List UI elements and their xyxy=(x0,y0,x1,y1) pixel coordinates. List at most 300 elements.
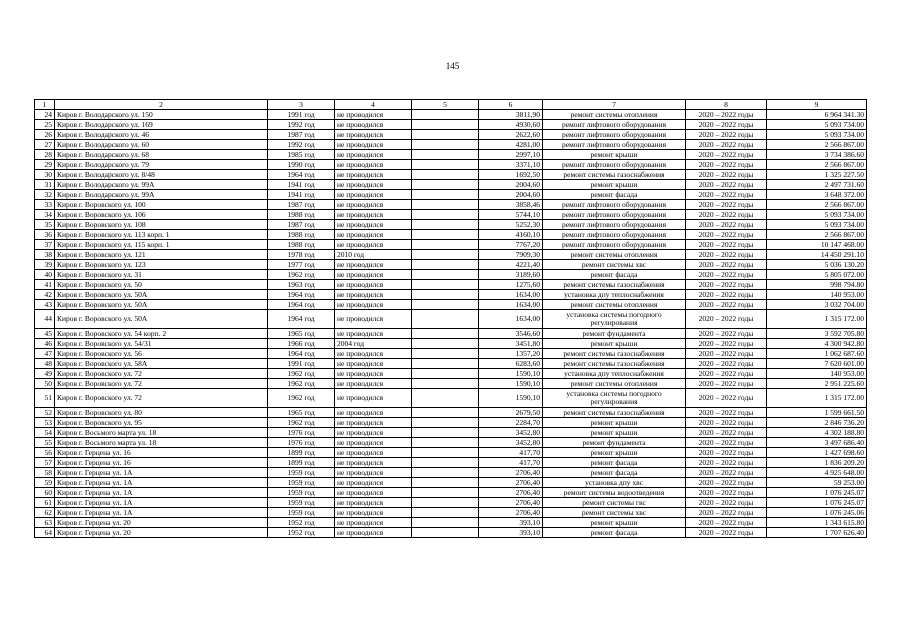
row-number-cell: 49 xyxy=(35,369,55,379)
row-number-cell: 51 xyxy=(35,389,55,408)
build-year-cell: 1988 год xyxy=(268,210,335,220)
empty-cell xyxy=(412,379,479,389)
table-row xyxy=(35,508,867,518)
area-cell: 2004,60 xyxy=(479,190,543,200)
build-year-cell: 1959 год xyxy=(268,488,335,498)
empty-cell xyxy=(412,120,479,130)
work-type-cell: ремонт системы хвс xyxy=(543,260,686,270)
table-row xyxy=(35,180,867,190)
work-type-cell: ремонт лифтового оборудования xyxy=(543,240,686,250)
row-number-cell: 39 xyxy=(35,260,55,270)
row-number-cell: 46 xyxy=(35,339,55,349)
work-type-cell: ремонт лифтового оборудования xyxy=(543,230,686,240)
last-repair-cell: не проводился xyxy=(335,220,412,230)
period-cell: 2020 – 2022 годы xyxy=(686,389,767,408)
area-cell: 2997,10 xyxy=(479,150,543,160)
cost-cell: 140 953.00 xyxy=(767,369,867,379)
address-cell: Киров г. Воровского ул. 95 xyxy=(55,418,268,428)
empty-cell xyxy=(412,290,479,300)
area-cell: 3811,90 xyxy=(479,110,543,120)
period-cell: 2020 – 2022 годы xyxy=(686,448,767,458)
last-repair-cell: не проводился xyxy=(335,418,412,428)
last-repair-cell: не проводился xyxy=(335,528,412,538)
last-repair-cell: не проводился xyxy=(335,130,412,140)
empty-cell xyxy=(412,170,479,180)
table-row xyxy=(35,290,867,300)
period-cell: 2020 – 2022 годы xyxy=(686,270,767,280)
table-row xyxy=(35,280,867,290)
address-cell: Киров г. Воровского ул. 108 xyxy=(55,220,268,230)
area-cell: 2706,40 xyxy=(479,478,543,488)
cost-cell: 5 093 734.00 xyxy=(767,220,867,230)
build-year-cell: 1988 год xyxy=(268,240,335,250)
address-cell: Киров г. Герцена ул. 20 xyxy=(55,518,268,528)
table-row xyxy=(35,408,867,418)
column-number: 7 xyxy=(543,100,686,110)
work-type-cell: установка дпу теплоснабжения xyxy=(543,290,686,300)
period-cell: 2020 – 2022 годы xyxy=(686,130,767,140)
last-repair-cell: не проводился xyxy=(335,408,412,418)
row-number-cell: 64 xyxy=(35,528,55,538)
area-cell: 1692,50 xyxy=(479,170,543,180)
empty-cell xyxy=(412,270,479,280)
work-type-cell: ремонт системы газоснабжения xyxy=(543,280,686,290)
build-year-cell: 1992 год xyxy=(268,120,335,130)
table-row xyxy=(35,518,867,528)
last-repair-cell: не проводился xyxy=(335,448,412,458)
table-row xyxy=(35,349,867,359)
period-cell: 2020 – 2022 годы xyxy=(686,478,767,488)
table-row xyxy=(35,170,867,180)
row-number-cell: 52 xyxy=(35,408,55,418)
build-year-cell: 1964 год xyxy=(268,300,335,310)
work-type-cell: ремонт фасада xyxy=(543,270,686,280)
address-cell: Киров г. Воровского ул. 50 xyxy=(55,280,268,290)
area-cell: 1357,20 xyxy=(479,349,543,359)
address-cell: Киров г. Воровского ул. 72 xyxy=(55,389,268,408)
address-cell: Киров г. Восьмого марта ул. 18 xyxy=(55,438,268,448)
area-cell: 417,70 xyxy=(479,458,543,468)
build-year-cell: 1962 год xyxy=(268,270,335,280)
empty-cell xyxy=(412,438,479,448)
build-year-cell: 1952 год xyxy=(268,528,335,538)
table-row xyxy=(35,428,867,438)
row-number-cell: 30 xyxy=(35,170,55,180)
build-year-cell: 1964 год xyxy=(268,170,335,180)
table-row xyxy=(35,389,867,408)
cost-cell: 7 620 601.00 xyxy=(767,359,867,369)
work-type-cell: ремонт системы отопления xyxy=(543,110,686,120)
work-type-cell: ремонт системы газоснабжения xyxy=(543,349,686,359)
cost-cell: 1 076 245.07 xyxy=(767,498,867,508)
cost-cell: 3 734 386.60 xyxy=(767,150,867,160)
area-cell: 7767,20 xyxy=(479,240,543,250)
last-repair-cell: не проводился xyxy=(335,488,412,498)
row-number-cell: 60 xyxy=(35,488,55,498)
work-type-cell: ремонт лифтового оборудования xyxy=(543,220,686,230)
area-cell: 4930,60 xyxy=(479,120,543,130)
address-cell: Киров г. Восьмого марта ул. 18 xyxy=(55,428,268,438)
period-cell: 2020 – 2022 годы xyxy=(686,339,767,349)
work-type-cell: ремонт фасада xyxy=(543,528,686,538)
period-cell: 2020 – 2022 годы xyxy=(686,120,767,130)
empty-cell xyxy=(412,349,479,359)
work-type-cell: ремонт системы гвс xyxy=(543,498,686,508)
work-type-cell: ремонт системы отопления xyxy=(543,300,686,310)
work-type-cell: ремонт крыши xyxy=(543,428,686,438)
build-year-cell: 1941 год xyxy=(268,180,335,190)
work-type-cell: ремонт системы отопления xyxy=(543,379,686,389)
last-repair-cell: не проводился xyxy=(335,260,412,270)
address-cell: Киров г. Герцена ул. 16 xyxy=(55,448,268,458)
row-number-cell: 31 xyxy=(35,180,55,190)
registry-body xyxy=(35,100,867,538)
period-cell: 2020 – 2022 годы xyxy=(686,438,767,448)
address-cell: Киров г. Володарского ул. 99А xyxy=(55,180,268,190)
period-cell: 2020 – 2022 годы xyxy=(686,468,767,478)
work-type-cell: ремонт лифтового оборудования xyxy=(543,200,686,210)
empty-cell xyxy=(412,478,479,488)
table-row xyxy=(35,260,867,270)
column-number: 5 xyxy=(412,100,479,110)
table-row xyxy=(35,120,867,130)
empty-cell xyxy=(412,180,479,190)
empty-cell xyxy=(412,230,479,240)
row-number-cell: 50 xyxy=(35,379,55,389)
build-year-cell: 1992 год xyxy=(268,140,335,150)
last-repair-cell: не проводился xyxy=(335,180,412,190)
cost-cell: 2 846 736.20 xyxy=(767,418,867,428)
period-cell: 2020 – 2022 годы xyxy=(686,528,767,538)
area-cell: 2679,50 xyxy=(479,408,543,418)
build-year-cell: 1941 год xyxy=(268,190,335,200)
address-cell: Киров г. Володарского ул. 150 xyxy=(55,110,268,120)
last-repair-cell: не проводился xyxy=(335,468,412,478)
cost-cell: 5 805 072.00 xyxy=(767,270,867,280)
last-repair-cell: не проводился xyxy=(335,498,412,508)
address-cell: Киров г. Володарского ул. 68 xyxy=(55,150,268,160)
column-number: 1 xyxy=(35,100,55,110)
area-cell: 2622,60 xyxy=(479,130,543,140)
address-cell: Киров г. Воровского ул. 123 xyxy=(55,260,268,270)
area-cell: 2706,40 xyxy=(479,498,543,508)
column-number: 3 xyxy=(268,100,335,110)
period-cell: 2020 – 2022 годы xyxy=(686,140,767,150)
work-type-cell: ремонт фундамента xyxy=(543,438,686,448)
period-cell: 2020 – 2022 годы xyxy=(686,359,767,369)
row-number-cell: 36 xyxy=(35,230,55,240)
row-number-cell: 62 xyxy=(35,508,55,518)
area-cell: 3452,80 xyxy=(479,428,543,438)
column-number: 6 xyxy=(479,100,543,110)
work-type-cell: ремонт крыши xyxy=(543,448,686,458)
period-cell: 2020 – 2022 годы xyxy=(686,220,767,230)
period-cell: 2020 – 2022 годы xyxy=(686,488,767,498)
empty-cell xyxy=(412,408,479,418)
last-repair-cell: не проводился xyxy=(335,329,412,339)
row-number-cell: 41 xyxy=(35,280,55,290)
cost-cell: 3 648 372.00 xyxy=(767,190,867,200)
area-cell: 1275,60 xyxy=(479,280,543,290)
cost-cell: 4 300 942.80 xyxy=(767,339,867,349)
table-row xyxy=(35,110,867,120)
empty-cell xyxy=(412,389,479,408)
cost-cell: 5 093 734.00 xyxy=(767,130,867,140)
row-number-cell: 27 xyxy=(35,140,55,150)
work-type-cell: установка дпу теплоснабжения xyxy=(543,369,686,379)
area-cell: 4281,00 xyxy=(479,140,543,150)
work-type-cell: ремонт системы газоснабжения xyxy=(543,408,686,418)
period-cell: 2020 – 2022 годы xyxy=(686,408,767,418)
last-repair-cell: не проводился xyxy=(335,518,412,528)
address-cell: Киров г. Герцена ул. 1А xyxy=(55,468,268,478)
area-cell: 1634,00 xyxy=(479,290,543,300)
table-row xyxy=(35,130,867,140)
row-number-cell: 29 xyxy=(35,160,55,170)
work-type-cell: ремонт лифтового оборудования xyxy=(543,140,686,150)
empty-cell xyxy=(412,508,479,518)
cost-cell: 1 707 626.40 xyxy=(767,528,867,538)
last-repair-cell: не проводился xyxy=(335,458,412,468)
build-year-cell: 1976 год xyxy=(268,438,335,448)
area-cell: 6283,60 xyxy=(479,359,543,369)
last-repair-cell: не проводился xyxy=(335,150,412,160)
row-number-cell: 56 xyxy=(35,448,55,458)
empty-cell xyxy=(412,200,479,210)
row-number-cell: 47 xyxy=(35,349,55,359)
last-repair-cell: не проводился xyxy=(335,110,412,120)
table-row xyxy=(35,150,867,160)
build-year-cell: 1965 год xyxy=(268,329,335,339)
cost-cell: 4 925 648.00 xyxy=(767,468,867,478)
period-cell: 2020 – 2022 годы xyxy=(686,458,767,468)
period-cell: 2020 – 2022 годы xyxy=(686,379,767,389)
work-type-cell: ремонт крыши xyxy=(543,339,686,349)
last-repair-cell: не проводился xyxy=(335,190,412,200)
area-cell: 393,10 xyxy=(479,528,543,538)
work-type-cell: ремонт фасада xyxy=(543,458,686,468)
last-repair-cell: не проводился xyxy=(335,160,412,170)
last-repair-cell: не проводился xyxy=(335,478,412,488)
period-cell: 2020 – 2022 годы xyxy=(686,230,767,240)
row-number-cell: 25 xyxy=(35,120,55,130)
cost-cell: 2 497 731.60 xyxy=(767,180,867,190)
empty-cell xyxy=(412,220,479,230)
repair-registry-table xyxy=(34,99,867,538)
table-row xyxy=(35,220,867,230)
build-year-cell: 1976 год xyxy=(268,428,335,438)
cost-cell: 1 315 172.00 xyxy=(767,310,867,329)
row-number-cell: 58 xyxy=(35,468,55,478)
last-repair-cell: не проводился xyxy=(335,280,412,290)
work-type-cell: ремонт крыши xyxy=(543,150,686,160)
cost-cell: 1 427 698.60 xyxy=(767,448,867,458)
cost-cell: 140 953.00 xyxy=(767,290,867,300)
area-cell: 5744,10 xyxy=(479,210,543,220)
cost-cell: 3 592 705.80 xyxy=(767,329,867,339)
build-year-cell: 1987 год xyxy=(268,130,335,140)
area-cell: 3451,80 xyxy=(479,339,543,349)
work-type-cell: установка системы погодного регулирования xyxy=(543,310,686,329)
table-row xyxy=(35,418,867,428)
row-number-cell: 59 xyxy=(35,478,55,488)
work-type-cell: ремонт фасада xyxy=(543,190,686,200)
work-type-cell: ремонт системы отопления xyxy=(543,250,686,260)
build-year-cell: 1959 год xyxy=(268,468,335,478)
build-year-cell: 1991 год xyxy=(268,359,335,369)
work-type-cell: ремонт системы газоснабжения xyxy=(543,170,686,180)
table-row xyxy=(35,359,867,369)
table-row xyxy=(35,300,867,310)
row-number-cell: 44 xyxy=(35,310,55,329)
empty-cell xyxy=(412,160,479,170)
area-cell: 7909,30 xyxy=(479,250,543,260)
area-cell: 2706,40 xyxy=(479,468,543,478)
table-row xyxy=(35,498,867,508)
cost-cell: 6 964 341.30 xyxy=(767,110,867,120)
build-year-cell: 1962 год xyxy=(268,389,335,408)
build-year-cell: 1965 год xyxy=(268,408,335,418)
cost-cell: 2 951 225.60 xyxy=(767,379,867,389)
table-row xyxy=(35,468,867,478)
last-repair-cell: 2010 год xyxy=(335,250,412,260)
row-number-cell: 57 xyxy=(35,458,55,468)
work-type-cell: ремонт системы хвс xyxy=(543,508,686,518)
period-cell: 2020 – 2022 годы xyxy=(686,310,767,329)
address-cell: Киров г. Володарского ул. 99А xyxy=(55,190,268,200)
row-number-cell: 61 xyxy=(35,498,55,508)
row-number-cell: 26 xyxy=(35,130,55,140)
address-cell: Киров г. Воровского ул. 50А xyxy=(55,300,268,310)
address-cell: Киров г. Воровского ул. 54 корп. 2 xyxy=(55,329,268,339)
area-cell: 3452,80 xyxy=(479,438,543,448)
last-repair-cell: не проводился xyxy=(335,438,412,448)
row-number-cell: 24 xyxy=(35,110,55,120)
table-row xyxy=(35,458,867,468)
build-year-cell: 1987 год xyxy=(268,200,335,210)
work-type-cell: ремонт крыши xyxy=(543,518,686,528)
table-row xyxy=(35,160,867,170)
build-year-cell: 1963 год xyxy=(268,280,335,290)
period-cell: 2020 – 2022 годы xyxy=(686,150,767,160)
period-cell: 2020 – 2022 годы xyxy=(686,200,767,210)
last-repair-cell: не проводился xyxy=(335,359,412,369)
address-cell: Киров г. Володарского ул. 46 xyxy=(55,130,268,140)
empty-cell xyxy=(412,140,479,150)
work-type-cell: ремонт крыши xyxy=(543,418,686,428)
period-cell: 2020 – 2022 годы xyxy=(686,180,767,190)
build-year-cell: 1964 год xyxy=(268,310,335,329)
area-cell: 393,10 xyxy=(479,518,543,528)
address-cell: Киров г. Володарского ул. 79 xyxy=(55,160,268,170)
address-cell: Киров г. Воровского ул. 113 корп. 1 xyxy=(55,230,268,240)
last-repair-cell: не проводился xyxy=(335,349,412,359)
work-type-cell: ремонт фасада xyxy=(543,468,686,478)
area-cell: 3189,60 xyxy=(479,270,543,280)
area-cell: 2004,60 xyxy=(479,180,543,190)
empty-cell xyxy=(412,468,479,478)
column-number: 8 xyxy=(686,100,767,110)
column-number: 2 xyxy=(55,100,268,110)
area-cell: 4160,10 xyxy=(479,230,543,240)
address-cell: Киров г. Воровского ул. 72 xyxy=(55,369,268,379)
row-number-cell: 43 xyxy=(35,300,55,310)
address-cell: Киров г. Воровского ул. 54/31 xyxy=(55,339,268,349)
cost-cell: 1 599 661.50 xyxy=(767,408,867,418)
work-type-cell: ремонт лифтового оборудования xyxy=(543,120,686,130)
table-row xyxy=(35,339,867,349)
row-number-cell: 54 xyxy=(35,428,55,438)
build-year-cell: 1990 год xyxy=(268,160,335,170)
period-cell: 2020 – 2022 годы xyxy=(686,260,767,270)
table-row xyxy=(35,478,867,488)
row-number-cell: 38 xyxy=(35,250,55,260)
cost-cell: 59 253.00 xyxy=(767,478,867,488)
build-year-cell: 1962 год xyxy=(268,379,335,389)
work-type-cell: ремонт крыши xyxy=(543,180,686,190)
cost-cell: 1 076 245.06 xyxy=(767,508,867,518)
address-cell: Киров г. Герцена ул. 20 xyxy=(55,528,268,538)
table-row xyxy=(35,190,867,200)
last-repair-cell: не проводился xyxy=(335,369,412,379)
table-row xyxy=(35,448,867,458)
build-year-cell: 1952 год xyxy=(268,518,335,528)
empty-cell xyxy=(412,488,479,498)
address-cell: Киров г. Володарского ул. 60 xyxy=(55,140,268,150)
table-row xyxy=(35,528,867,538)
row-number-cell: 33 xyxy=(35,200,55,210)
period-cell: 2020 – 2022 годы xyxy=(686,290,767,300)
cost-cell: 3 497 686.40 xyxy=(767,438,867,448)
address-cell: Киров г. Воровского ул. 56 xyxy=(55,349,268,359)
cost-cell: 4 302 188.80 xyxy=(767,428,867,438)
empty-cell xyxy=(412,458,479,468)
row-number-cell: 28 xyxy=(35,150,55,160)
empty-cell xyxy=(412,130,479,140)
row-number-cell: 40 xyxy=(35,270,55,280)
row-number-cell: 34 xyxy=(35,210,55,220)
address-cell: Киров г. Володарского ул. 8/48 xyxy=(55,170,268,180)
address-cell: Киров г. Герцена ул. 1А xyxy=(55,498,268,508)
empty-cell xyxy=(412,428,479,438)
area-cell: 5252,30 xyxy=(479,220,543,230)
address-cell: Киров г. Герцена ул. 16 xyxy=(55,458,268,468)
last-repair-cell: не проводился xyxy=(335,120,412,130)
build-year-cell: 1977 год xyxy=(268,260,335,270)
build-year-cell: 1991 год xyxy=(268,110,335,120)
empty-cell xyxy=(412,260,479,270)
last-repair-cell: не проводился xyxy=(335,170,412,180)
cost-cell: 3 032 704.00 xyxy=(767,300,867,310)
cost-cell: 5 036 130.20 xyxy=(767,260,867,270)
period-cell: 2020 – 2022 годы xyxy=(686,508,767,518)
last-repair-cell: не проводился xyxy=(335,389,412,408)
empty-cell xyxy=(412,448,479,458)
work-type-cell: ремонт системы водоотведения xyxy=(543,488,686,498)
empty-cell xyxy=(412,210,479,220)
empty-cell xyxy=(412,329,479,339)
cost-cell: 1 076 245.07 xyxy=(767,488,867,498)
empty-cell xyxy=(412,528,479,538)
build-year-cell: 1988 год xyxy=(268,230,335,240)
address-cell: Киров г. Герцена ул. 1А xyxy=(55,478,268,488)
period-cell: 2020 – 2022 годы xyxy=(686,280,767,290)
row-number-cell: 37 xyxy=(35,240,55,250)
address-cell: Киров г. Воровского ул. 115 корп. 1 xyxy=(55,240,268,250)
period-cell: 2020 – 2022 годы xyxy=(686,369,767,379)
last-repair-cell: не проводился xyxy=(335,300,412,310)
last-repair-cell: не проводился xyxy=(335,140,412,150)
